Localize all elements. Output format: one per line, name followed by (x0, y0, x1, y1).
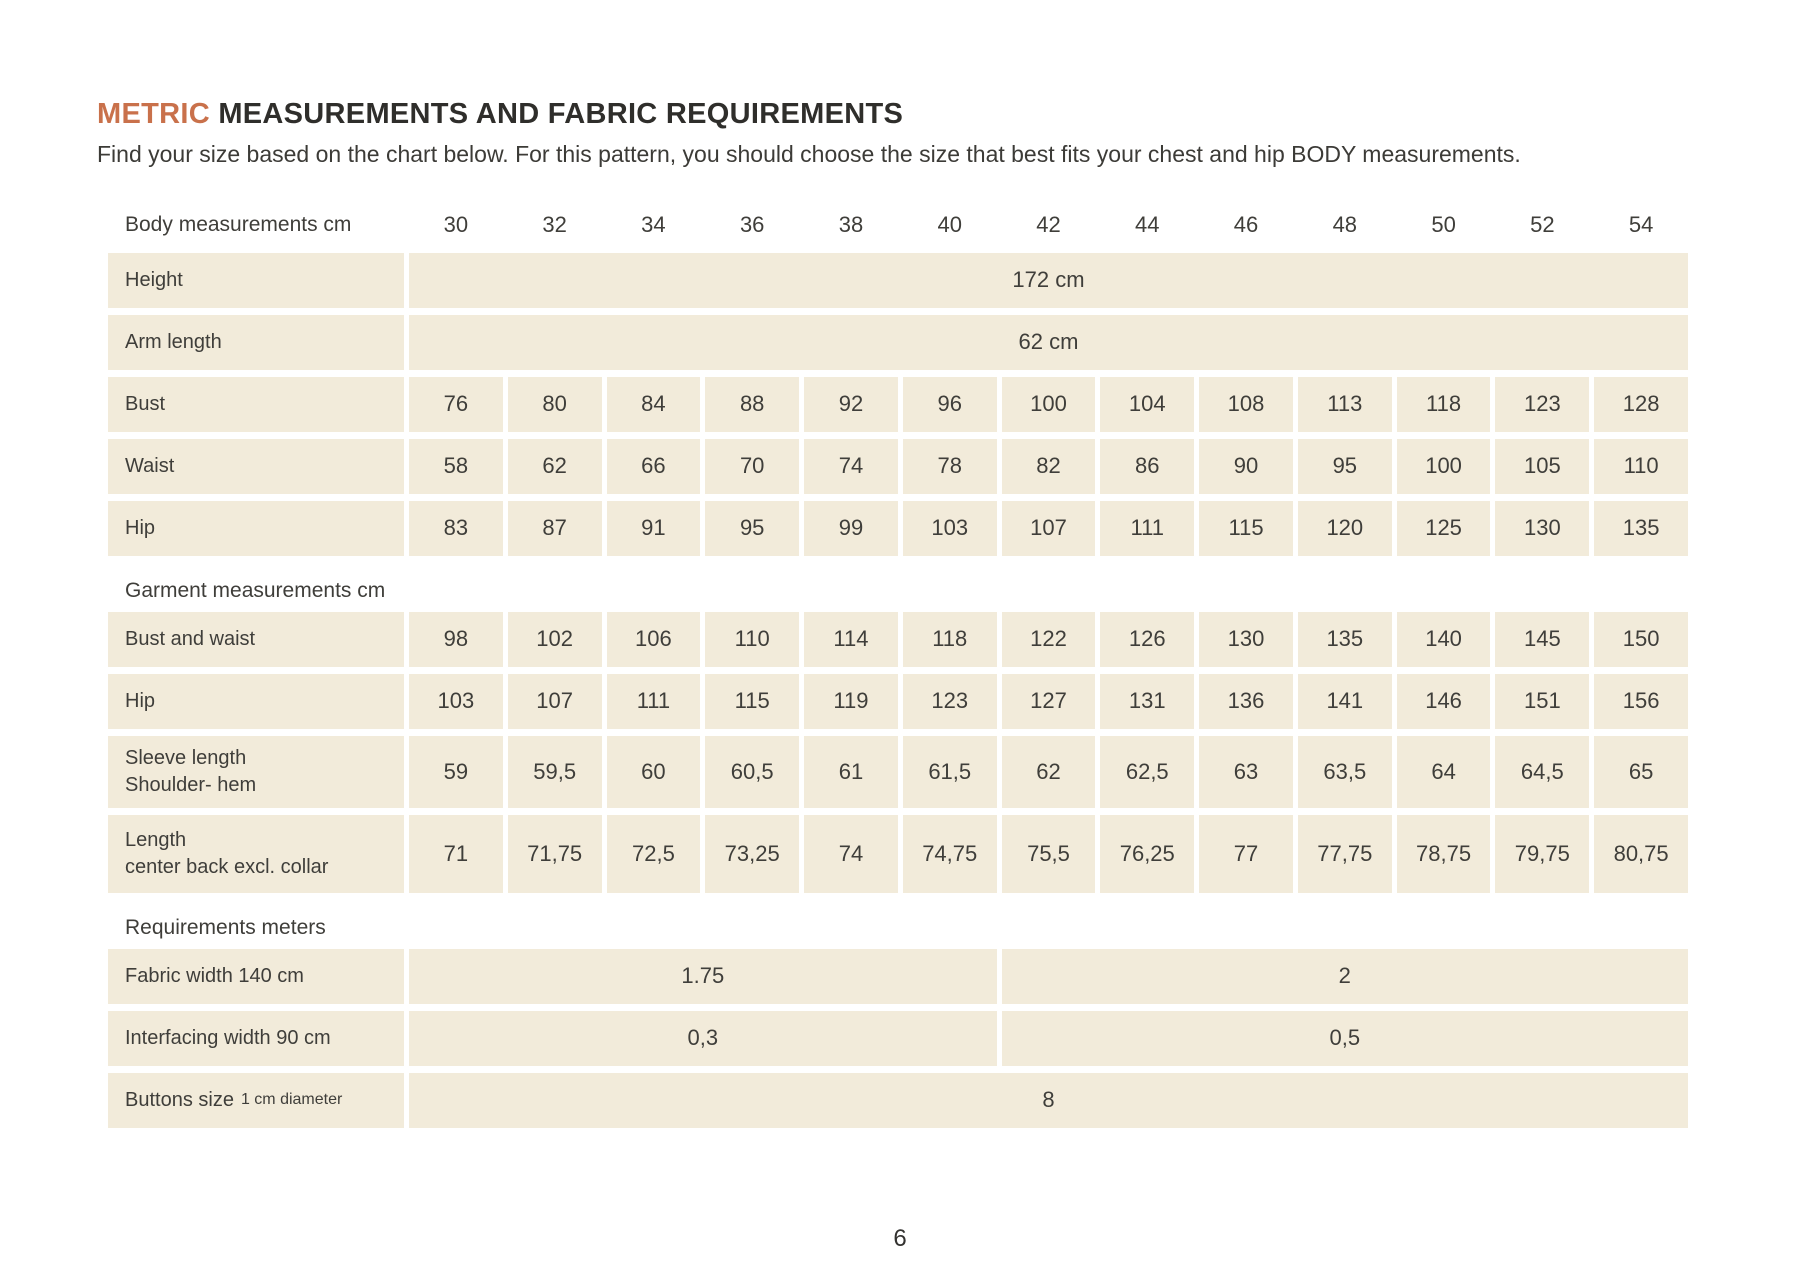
measurement-cell: 76 (409, 377, 503, 432)
measurement-cell: 123 (903, 674, 997, 729)
size-column-header: 38 (838, 211, 864, 237)
measurement-cell: 84 (607, 377, 701, 432)
measurement-cell: 130 (1495, 501, 1589, 556)
buttons-label-small: 1 cm diameter (240, 1091, 343, 1109)
measurement-cell: 128 (1594, 377, 1688, 432)
measurement-cell: 113 (1298, 377, 1392, 432)
measurement-cell: 77 (1199, 815, 1293, 893)
measurement-cell: 126 (1100, 612, 1194, 667)
measurement-cell: 102 (508, 612, 602, 667)
measurement-cell: 106 (607, 612, 701, 667)
requirement-left-span-cell: 0,3 (409, 1011, 997, 1066)
measurement-cell: 145 (1495, 612, 1589, 667)
measurement-cell: 105 (1495, 439, 1589, 494)
row-label: Interfacing width 90 cm (108, 1011, 404, 1066)
measurement-cell: 63,5 (1298, 736, 1392, 808)
row-label: Hip (108, 674, 404, 729)
measurement-cell: 140 (1397, 612, 1491, 667)
measurement-cell: 103 (903, 501, 997, 556)
measurement-cell: 119 (804, 674, 898, 729)
measurement-cell: 91 (607, 501, 701, 556)
buttons-label: Buttons size (125, 1088, 234, 1111)
row-label: Bust and waist (108, 612, 404, 667)
measurement-cell: 72,5 (607, 815, 701, 893)
measurement-cell: 120 (1298, 501, 1392, 556)
measurement-cell: 115 (1199, 501, 1293, 556)
measurement-cell: 115 (705, 674, 799, 729)
sizes-header-label: Body measurements cm (125, 212, 352, 236)
measurement-cell: 156 (1594, 674, 1688, 729)
measurement-cell: 64 (1397, 736, 1491, 808)
measurement-cell: 92 (804, 377, 898, 432)
measurement-cell: 87 (508, 501, 602, 556)
row-label: Arm length (108, 315, 404, 370)
page-subtitle: Find your size based on the chart below. For this pattern, you should choose the size that best fits your chest and hip BODY measurements. (97, 141, 1521, 167)
measurement-cell: 74 (804, 815, 898, 893)
page-title-rest: MEASUREMENTS AND FABRIC REQUIREMENTS (209, 98, 904, 130)
row-label: Fabric width 140 cm (108, 949, 404, 1004)
measurements-table (108, 204, 1688, 1128)
measurement-cell: 63 (1199, 736, 1293, 808)
row-label (108, 815, 404, 893)
row-label-line2: Shoulder- hem (125, 773, 257, 796)
page-title (97, 98, 1800, 131)
measurement-cell: 59,5 (508, 736, 602, 808)
measurement-cell: 64,5 (1495, 736, 1589, 808)
measurement-cell: 100 (1002, 377, 1096, 432)
measurement-cell: 118 (903, 612, 997, 667)
measurement-cell: 136 (1199, 674, 1293, 729)
size-column-header: 50 (1431, 211, 1456, 237)
measurement-cell: 95 (1298, 439, 1392, 494)
measurement-cell: 110 (1594, 439, 1688, 494)
measurement-cell: 100 (1397, 439, 1491, 494)
row-label (108, 1073, 404, 1128)
row-label-line2: center back excl. collar (125, 855, 329, 878)
measurement-cell: 61,5 (903, 736, 997, 808)
buttons-value-cell: 8 (409, 1073, 1688, 1128)
page-number: 6 (893, 1225, 907, 1252)
size-column-header: 32 (542, 211, 567, 237)
measurement-cell: 82 (1002, 439, 1096, 494)
measurement-cell: 71,75 (508, 815, 602, 893)
size-column-header: 44 (1135, 211, 1160, 237)
measurement-cell: 151 (1495, 674, 1589, 729)
row-label-line1: Sleeve length (125, 746, 247, 769)
measurement-cell: 66 (607, 439, 701, 494)
measurement-cell: 80,75 (1594, 815, 1688, 893)
requirement-right-span-cell: 2 (1002, 949, 1688, 1004)
measurement-cell: 59 (409, 736, 503, 808)
measurement-cell: 74 (804, 439, 898, 494)
measurement-cell: 107 (508, 674, 602, 729)
measurement-cell: 107 (1002, 501, 1096, 556)
measurement-cell: 110 (705, 612, 799, 667)
measurement-cell: 62,5 (1100, 736, 1194, 808)
row-label: Waist (108, 439, 404, 494)
row-label-line1: Length (125, 828, 187, 851)
measurement-cell: 71 (409, 815, 503, 893)
measurement-cell: 88 (705, 377, 799, 432)
header-block (97, 98, 1800, 170)
measurement-cell: 114 (804, 612, 898, 667)
size-column-header: 52 (1530, 211, 1555, 237)
measurement-cell: 122 (1002, 612, 1096, 667)
measurement-cell: 73,25 (705, 815, 799, 893)
measurement-cell: 96 (903, 377, 997, 432)
measurement-cell: 60,5 (705, 736, 799, 808)
measurement-cell: 78,75 (1397, 815, 1491, 893)
measurement-cell: 111 (1100, 501, 1194, 556)
measurement-cell: 127 (1002, 674, 1096, 729)
measurement-cell: 77,75 (1298, 815, 1392, 893)
measurement-cell: 150 (1594, 612, 1688, 667)
size-column-header: 46 (1233, 211, 1259, 237)
measurement-cell: 80 (508, 377, 602, 432)
measurement-cell: 131 (1100, 674, 1194, 729)
measurement-cell: 75,5 (1002, 815, 1096, 893)
row-label (108, 736, 404, 808)
measurement-cell: 141 (1298, 674, 1392, 729)
size-column-header: 36 (739, 211, 765, 237)
measurement-cell: 103 (409, 674, 503, 729)
span-value-cell: 62 cm (409, 315, 1688, 370)
span-value-cell: 172 cm (409, 253, 1688, 308)
requirement-left-span-cell: 1.75 (409, 949, 997, 1004)
measurement-cell: 86 (1100, 439, 1194, 494)
requirements-section-header: Requirements meters (125, 915, 326, 939)
measurement-cell: 125 (1397, 501, 1491, 556)
row-label: Height (108, 253, 404, 308)
measurement-cell: 135 (1594, 501, 1688, 556)
size-column-header: 42 (1036, 211, 1061, 237)
measurement-cell: 76,25 (1100, 815, 1194, 893)
measurement-cell: 123 (1495, 377, 1589, 432)
measurement-cell: 83 (409, 501, 503, 556)
measurement-cell: 90 (1199, 439, 1293, 494)
measurement-cell: 99 (804, 501, 898, 556)
size-column-header: 48 (1332, 211, 1358, 237)
size-column-header: 40 (937, 211, 962, 237)
measurement-cell: 62 (508, 439, 602, 494)
measurement-cell: 78 (903, 439, 997, 494)
measurement-cell: 62 (1002, 736, 1096, 808)
measurement-cell: 98 (409, 612, 503, 667)
page-title-highlight: METRIC (97, 98, 210, 130)
garment-section-header: Garment measurements cm (125, 578, 386, 602)
measurement-cell: 135 (1298, 612, 1392, 667)
measurement-cell: 146 (1397, 674, 1491, 729)
requirement-right-span-cell: 0,5 (1002, 1011, 1688, 1066)
measurement-cell: 130 (1199, 612, 1293, 667)
measurement-cell: 70 (705, 439, 799, 494)
row-label: Hip (108, 501, 404, 556)
measurement-cell: 108 (1199, 377, 1293, 432)
measurement-cell: 118 (1397, 377, 1491, 432)
row-label: Bust (108, 377, 404, 432)
measurement-cell: 65 (1594, 736, 1688, 808)
measurement-cell: 74,75 (903, 815, 997, 893)
measurement-cell: 104 (1100, 377, 1194, 432)
size-column-header: 34 (641, 211, 666, 237)
measurement-cell: 60 (607, 736, 701, 808)
size-column-header: 30 (443, 211, 469, 237)
measurement-cell: 58 (409, 439, 503, 494)
measurement-cell: 95 (705, 501, 799, 556)
size-column-header: 54 (1628, 211, 1654, 237)
measurement-cell: 79,75 (1495, 815, 1589, 893)
measurement-cell: 61 (804, 736, 898, 808)
measurement-cell: 111 (607, 674, 701, 729)
